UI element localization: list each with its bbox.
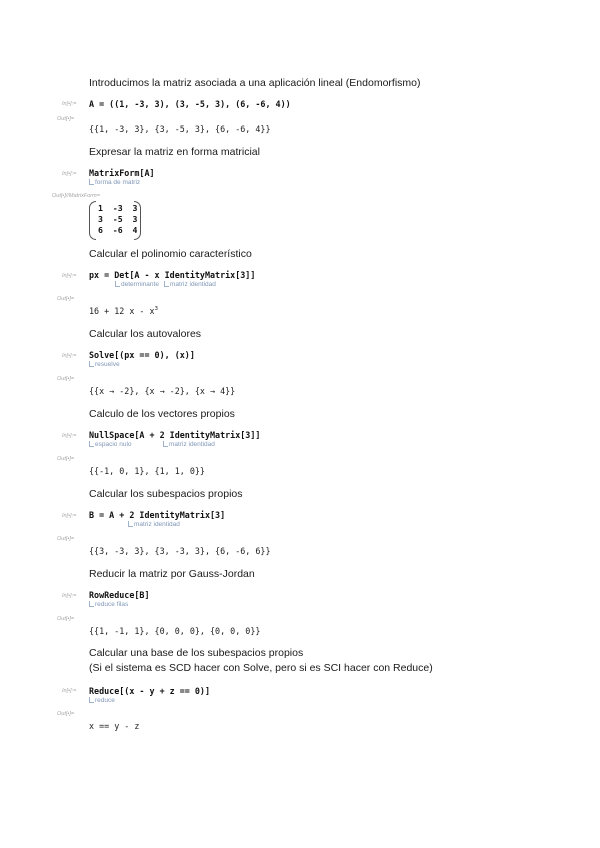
section-text: Calcular los subespacios propios [89,488,243,500]
output-label: Out[•]= [57,376,75,382]
section-text: Expresar la matriz en forma matricial [89,146,260,158]
matrix-row: 3 -5 3 [98,214,138,224]
function-hint: resuelve [89,361,120,368]
right-paren [134,201,141,240]
output-cell: 16 + 12 x - $x^3$ [89,306,158,316]
function-hint: matriz identidad [128,521,180,528]
input-cell[interactable]: MatrixForm[A] [89,168,155,178]
output-label: Out[•]= [57,456,75,462]
function-hint: forma de matriz [89,179,140,186]
section-text: Calculo de los vectores propios [89,408,235,420]
output-label: Out[•]= [57,711,75,717]
input-cell[interactable]: RowReduce[B] [89,590,150,600]
input-label: In[•]:= [62,101,77,107]
output-cell: {{3, -3, 3}, {3, -3, 3}, {6, -6, 6}} [89,546,271,556]
input-label: In[•]:= [62,688,77,694]
function-hint: reduce filas [89,601,128,608]
input-cell[interactable]: Solve[(px == 0), (x)] [89,350,195,360]
function-hint: reduce [89,697,115,704]
output-cell: x == y - z [89,721,140,731]
section-text: Calcular los autovalores [89,328,202,340]
section-text-note: (Si el sistema es SCD hacer con Solve, pero si es SCI hacer con Reduce) [89,662,433,674]
section-text: Calcular una base de los subespacios propios [89,647,304,659]
input-label: In[•]:= [62,171,77,177]
matrix-output [89,201,141,238]
matrix-row: 6 -6 4 [98,225,138,235]
function-hint: matriz identidad [164,281,216,288]
matrix-row: 1 -3 3 [98,203,138,213]
output-cell: {{x → -2}, {x → -2}, {x → 4}} [89,386,236,396]
section-text: Reducir la matriz por Gauss-Jordan [89,568,255,580]
input-label: In[•]:= [62,593,77,599]
input-cell[interactable]: NullSpace[A + 2 IdentityMatrix[3]] [89,430,261,440]
input-label: In[•]:= [62,273,77,279]
input-cell[interactable]: A = ((1, -3, 3), (3, -5, 3), (6, -6, 4)) [89,99,291,109]
input-label: In[•]:= [62,353,77,359]
output-label: Out[•]= [57,296,75,302]
output-label: Out[•]= [57,616,75,622]
input-cell[interactable]: B = A + 2 IdentityMatrix[3] [89,510,226,520]
function-hint: espacio nulo [89,441,132,448]
output-label: Out[•]= [57,116,75,122]
output-label: Out[•]//MatrixForm= [52,193,100,199]
output-cell: {{1, -3, 3}, {3, -5, 3}, {6, -6, 4}} [89,124,271,134]
section-text: Calcular el polinomio característico [89,248,252,260]
input-label: In[•]:= [62,513,77,519]
left-paren [89,201,96,240]
output-label: Out[•]= [57,536,75,542]
output-cell: {{1, -1, 1}, {0, 0, 0}, {0, 0, 0}} [89,626,261,636]
input-cell[interactable]: px = Det[A - x IdentityMatrix[3]] [89,270,256,280]
input-label: In[•]:= [62,433,77,439]
function-hint: determinante [115,281,159,288]
output-cell: {{-1, 0, 1}, {1, 1, 0}} [89,466,205,476]
section-text: Introducimos la matriz asociada a una aplicación lineal (Endomorfismo) [89,77,421,89]
function-hint: matriz identidad [163,441,215,448]
input-cell[interactable]: Reduce[(x - y + z == 0)] [89,686,211,696]
